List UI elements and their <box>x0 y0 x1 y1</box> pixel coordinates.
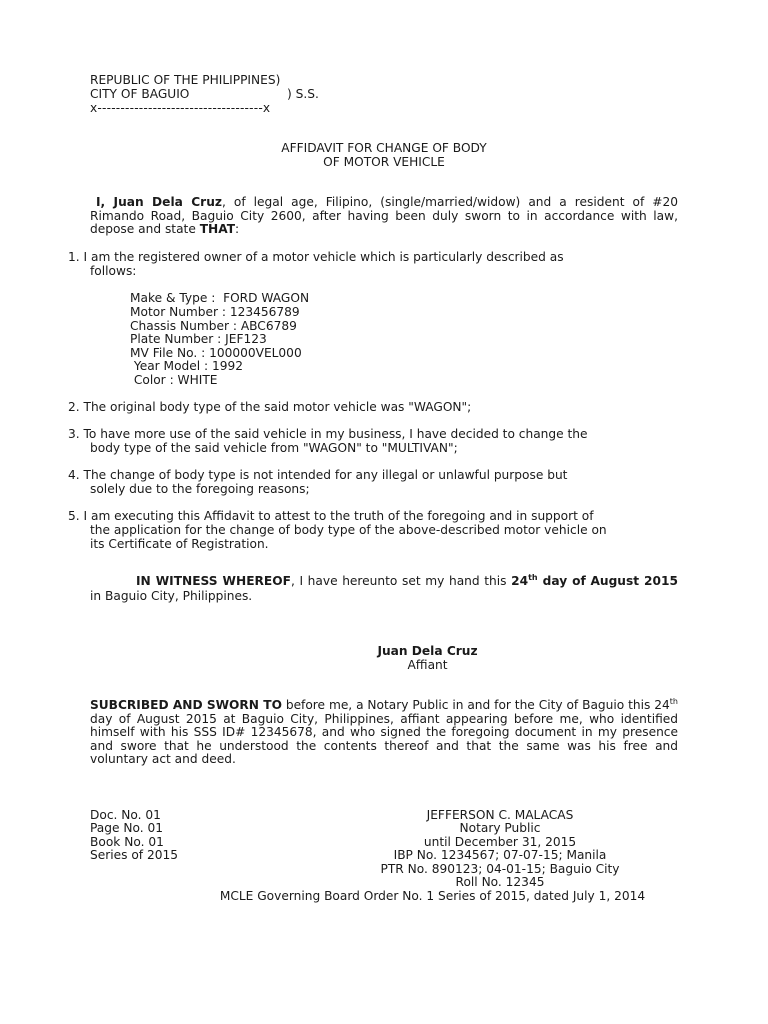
page-number: Page No. 01 <box>90 821 163 835</box>
affiant-name-intro: I, Juan Dela Cruz <box>96 195 222 209</box>
notary-title: Notary Public <box>459 821 541 835</box>
witness-day: 24th day of <box>511 572 586 588</box>
subscribed-and-sworn: SUBCRIBED AND SWORN TO <box>90 698 282 712</box>
venue-republic: REPUBLIC OF THE PHILIPPINES) <box>90 73 281 87</box>
series-year: Series of 2015 <box>90 848 178 862</box>
in-witness-whereof: IN WITNESS WHEREOF <box>136 574 291 588</box>
affiant-name: Juan Dela Cruz <box>377 644 478 658</box>
item-2: 2. The original body type of the said motor vehicle was "WAGON"; <box>68 400 472 414</box>
notary-commission-until: until December 31, 2015 <box>423 835 577 849</box>
item-1-line1: 1. I am the registered owner of a motor vehicle which is particularly described as <box>68 250 564 264</box>
item-3-line2: body type of the said vehicle from "WAGON" to "MULTIVAN"; <box>90 441 458 455</box>
item-1-line2: follows: <box>90 264 137 278</box>
item-4-line1: 4. The change of body type is not intended for any illegal or unlawful purpose but <box>68 468 568 482</box>
venue-ss: ) S.S. <box>287 87 319 101</box>
item-5-line1: 5. I am executing this Affidavit to attest to the truth of the foregoing and in support of <box>68 509 594 523</box>
venue-separator: x------------------------------------x <box>90 101 271 115</box>
document-title-line2: OF MOTOR VEHICLE <box>323 155 445 169</box>
that-keyword: THAT <box>199 222 236 237</box>
intro-paragraph: I, Juan Dela Cruz, of legal age, Filipino, (single/married/widow) and a resident of #20 Rimando Road, Baguio City 2600, after having been duly sworn to in accordance with law, depose and state THAT: <box>90 195 678 237</box>
affiant-label: Affiant <box>407 658 448 672</box>
item-5-line3: its Certificate of Registration. <box>90 537 269 551</box>
notary-mcle: MCLE Governing Board Order No. 1 Series of 2015, dated July 1, 2014 <box>219 889 646 903</box>
witness-month-year: August 2015 <box>590 574 678 588</box>
vehicle-mv-file: MV File No. : 100000VEL000 <box>130 346 302 360</box>
vehicle-plate-number: Plate Number : JEF123 <box>130 332 267 346</box>
notary-ibp: IBP No. 1234567; 07-07-15; Manila <box>393 848 607 862</box>
document-title-line1: AFFIDAVIT FOR CHANGE OF BODY <box>281 141 487 155</box>
notary-ptr: PTR No. 890123; 04-01-15; Baguio City <box>380 862 620 876</box>
notary-name: JEFFERSON C. MALACAS <box>426 808 574 822</box>
item-5-line2: the application for the change of body type of the above-described motor vehicle on <box>90 523 607 537</box>
vehicle-motor-number: Motor Number : 123456789 <box>130 305 300 319</box>
witness-paragraph: IN WITNESS WHEREOF, I have hereunto set my hand this 24th day of August 2015 in Baguio City, Philippines. <box>90 572 678 603</box>
item-4-line2: solely due to the foregoing reasons; <box>90 482 310 496</box>
jurat-paragraph: SUBCRIBED AND SWORN TO before me, a Notary Public in and for the City of Baguio this 24th day of August 2015 at Baguio City, Philippines, affiant appearing before me, who identified himself with his SSS ID# 12345678, and who signed the foregoing document in my presence and swore that he understood the contents thereof and that the same was his free and voluntary act and deed. <box>90 696 678 767</box>
doc-number: Doc. No. 01 <box>90 808 161 822</box>
venue-city: CITY OF BAGUIO <box>90 87 190 101</box>
item-3-line1: 3. To have more use of the said vehicle in my business, I have decided to change the <box>68 427 588 441</box>
notary-roll: Roll No. 12345 <box>455 875 545 889</box>
book-number: Book No. 01 <box>90 835 164 849</box>
vehicle-year-model: Year Model : 1992 <box>130 359 244 373</box>
vehicle-chassis-number: Chassis Number : ABC6789 <box>130 319 297 333</box>
vehicle-color: Color : WHITE <box>130 373 218 387</box>
vehicle-make: Make & Type : FORD WAGON <box>130 291 310 305</box>
